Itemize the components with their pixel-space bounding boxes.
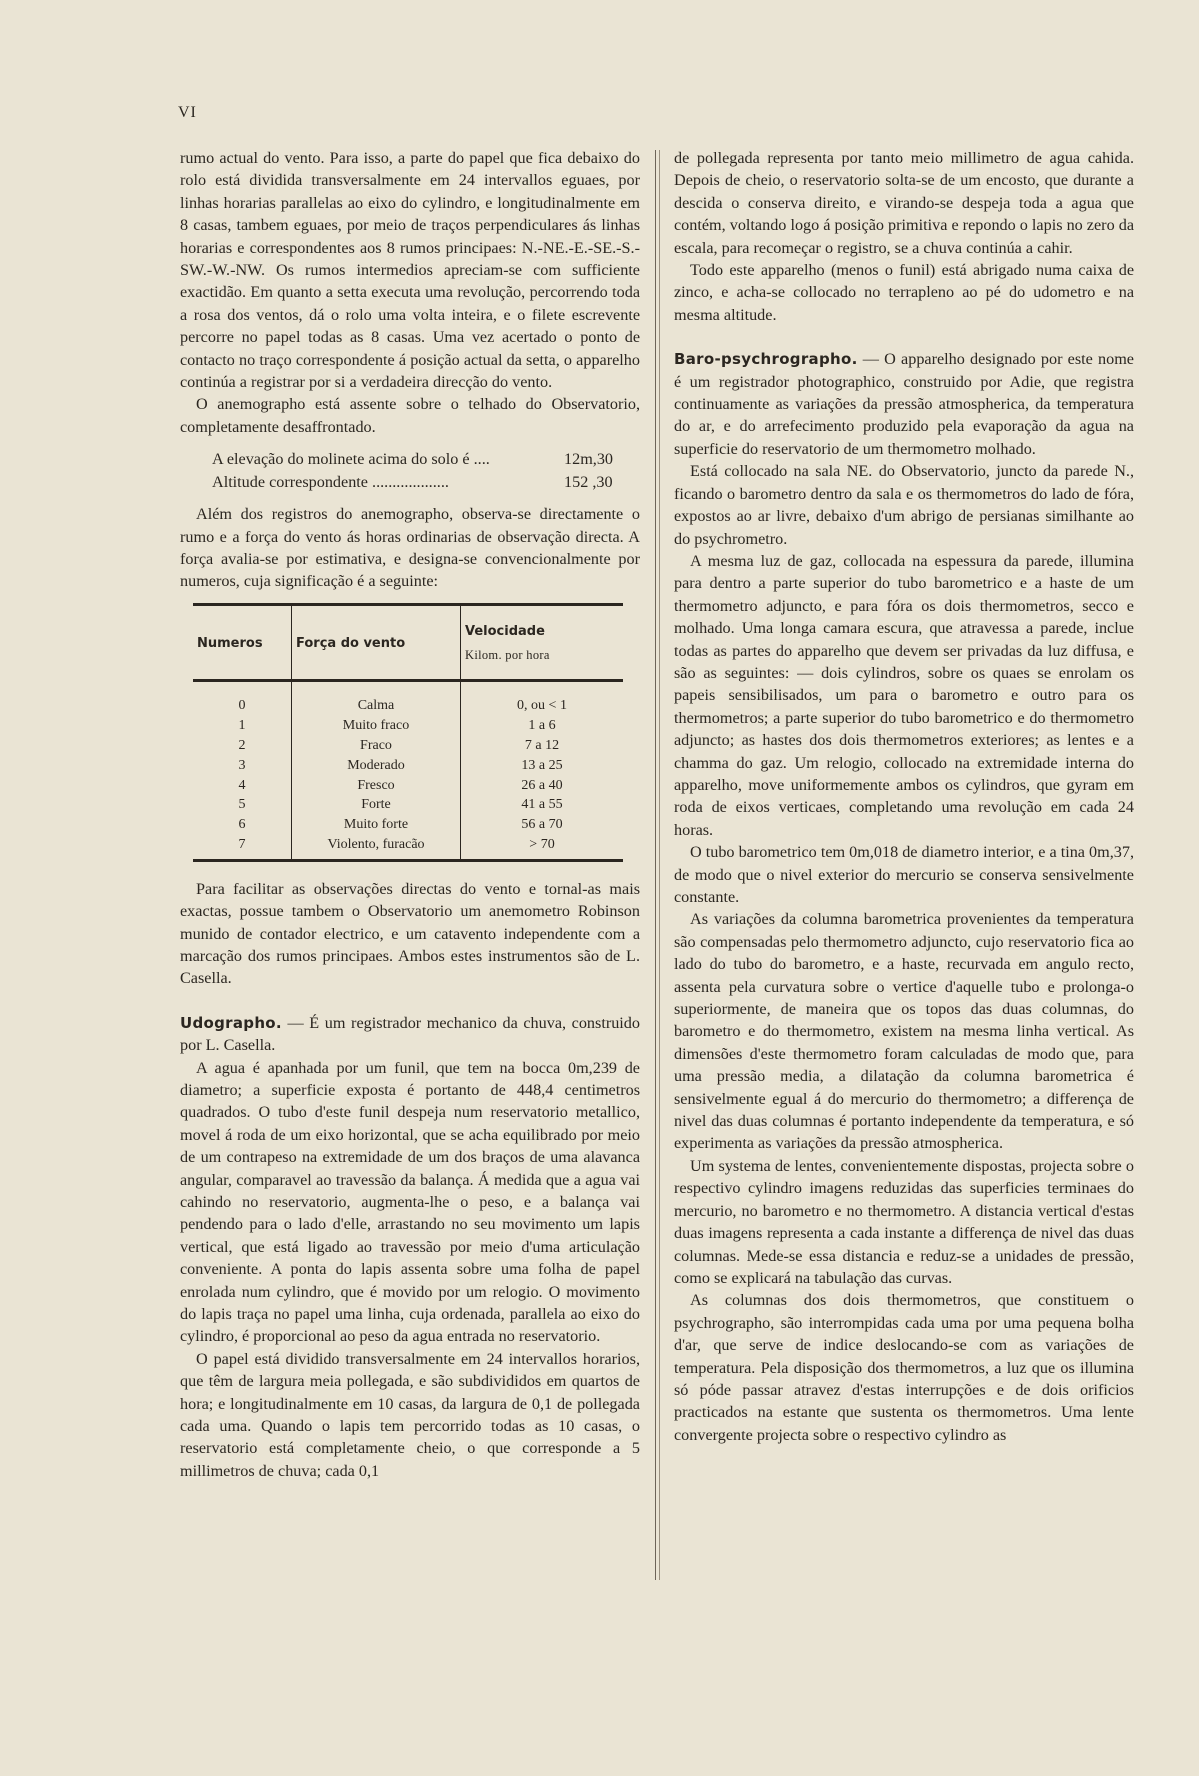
section-baro-psychrographo [674, 348, 1134, 460]
table-row [193, 835, 623, 860]
measurement-elevation [212, 448, 640, 470]
measurement-value: 152 ,30 [564, 472, 613, 491]
table-header-velocity [461, 604, 624, 681]
wind-speed-cell: 7 a 12 [524, 737, 560, 753]
wind-number-cell: 3 [238, 757, 246, 773]
paragraph: O papel está dividido transversalmente em 24 intervallos horarios, que têm de largura meia pollegada, e são subdivididos em quartos de hora; e longitudinalmente em 10 casas, da largura de 0,1 de pollegada cada uma. Quando o lapis tem percorrido todas as 10 casas, o reservatorio está completamente cheio, o que corresponde a 5 millimetros de chuva; cada 0,1 [180, 1349, 640, 1480]
table-row [193, 756, 623, 776]
table-row [193, 776, 623, 796]
wind-number-cell: 0 [238, 698, 246, 714]
paragraph: Além dos registros do anemographo, observa-se directamente o rumo e a força do vento ás horas ordinarias de observação directa. A força avalia-se por estimativa, e designa-se convencionalmente por numeros, cuja significação é a seguinte: [180, 505, 640, 591]
wind-force-cell: Muito fraco [292, 716, 461, 736]
paragraph: Todo este apparelho (menos o funil) está abrigado numa caixa de zinco, e acha-se collocado no terrapleno ao pé do udometro e na mesma altitude. [674, 261, 1134, 324]
table-row [193, 736, 623, 756]
velocity-unit-label: Kilom. por hora [465, 647, 550, 662]
paragraph: O tubo barometrico tem 0m,018 de diametro interior, e a tina 0m,37, de modo que o nivel exterior do mercurio se conserva sensivelmente constante. [674, 843, 1134, 906]
section-heading: Baro-psychrographo. [674, 350, 858, 369]
wind-force-cell: Calma [292, 681, 461, 716]
table-header-numbers: Numeros [193, 604, 292, 681]
wind-speed-cell: 13 a 25 [521, 757, 563, 773]
paragraph: A agua é apanhada por um funil, que tem na bocca 0m,239 de diametro; a superficie exposta é portanto de 448,4 centimetros quadrados. O tubo d'este funil despeja num reservatorio metallico, movel á roda de um eixo horizontal, que se acha equilibrado por meio de um contrapeso na extremidade de um dos braços de uma alavanca angular, comparavel ao travessão da balança. Á medida que a agua vai cahindo no reservatorio, augmenta-lhe o peso, e a balança vai pendendo para o lado d'elle, arrastando no seu movimento um lapis vertical, que está ligado ao travessão por meio d'uma articulação conveniente. A ponta do lapis assenta sobre uma folha de papel enrolada num cylindro, que é movido por um relogio. O movimento do lapis traça no papel uma linha, cuja ordenada, parallela ao eixo do cylindro, é proporcional ao peso da agua entrada no reservatorio. [180, 1058, 640, 1346]
measurement-altitude [212, 471, 640, 493]
wind-speed-cell: 26 a 40 [521, 777, 563, 793]
wind-force-cell: Fraco [292, 736, 461, 756]
wind-force-table [193, 603, 623, 862]
wind-number-cell: 5 [238, 797, 246, 813]
wind-number-cell: 6 [238, 817, 246, 833]
table-row [193, 681, 623, 716]
table-row [193, 795, 623, 815]
velocity-header-label: Velocidade [465, 623, 545, 639]
section-intro: — É um registrador mechanico da chuva, construido por L. Casella. [180, 1013, 640, 1055]
measurement-value: 12m,30 [564, 450, 614, 469]
paragraph: de pollegada representa por tanto meio millimetro de agua cahida. Depois de cheio, o reservatorio solta-se de um encosto, que durante a descida o conserva direito, e virando-se despeja toda a agua que contém, voltando logo á posição primitiva e repondo o lapis no zero da escala, para recomeçar o registro, se a chuva continúa a cahir. [674, 149, 1134, 257]
paragraph: O anemographo está assente sobre o telhado do Observatorio, completamente desaffrontado. [180, 395, 640, 436]
section-udographo [180, 1012, 640, 1057]
wind-number-cell: 2 [238, 737, 246, 753]
wind-force-cell: Moderado [292, 756, 461, 776]
wind-force-cell: Muito forte [292, 815, 461, 835]
paragraph: rumo actual do vento. Para isso, a parte do papel que fica debaixo do rolo está dividida transversalmente em 24 intervallos eguaes, por linhas horarias parallelas ao eixo do cylindro, e longitudinalmente em 8 casas, tambem eguaes, por meio de traços perpendiculares ás linhas horarias e correspondentes aos 8 rumos principaes: N.-NE.-E.-SE.-S.-SW.-W.-NW. Os rumos intermedios apreciam-se com sufficiente exactidão. Em quanto a setta executa uma revolução, percorrendo toda a rosa dos ventos, dá o rolo uma volta inteira, e o filete escrevente percorre no papel todas as 8 casas. Uma vez acertado o ponto de contacto no traço correspondente á posição actual da setta, o apparelho continúa a registrar por si a verdadeira direcção do vento. [180, 149, 640, 392]
paragraph: Um systema de lentes, convenientemente dispostas, projecta sobre o respectivo cylindro imagens reduzidas das superficies terminaes do mercurio, no barometro e no thermometro. A distancia vertical d'estas duas imagens representa a cada instante a differença de nivel das duas columnas. Mede-se essa distancia e reduz-se a unidades de pressão, como se explicará na tabulação das curvas. [674, 1156, 1134, 1287]
paragraph: As variações da columna barometrica provenientes da temperatura são compensadas pelo thermometro adjuncto, cujo reservatorio fica ao lado do tubo do barometro, e a haste, recurvada em angulo recto, assenta pela curvatura sobre o vertice d'aquelle tubo e prolonga-o superiormente, de maneira que os topos das duas columnas, do barometro e do thermometro, existem na mesma linha vertical. As dimensões d'este thermometro foram calculadas de modo que, para uma pressão media, a dilatação da columna barometrica é sensivelmente egual á do mercurio do thermometro; a differença de nivel das duas columnas é portanto independente da temperatura, e só experimenta as variações da pressão atmospherica. [674, 910, 1134, 1153]
wind-speed-cell: > 70 [461, 835, 624, 860]
paragraph: A mesma luz de gaz, collocada na espessura da parede, illumina para dentro a parte superior do tubo barometrico e a haste de um thermometro adjuncto, e para fóra os dois thermometros, secco e molhado. Uma longa camara escura, que atravessa a parede, inclue todas as partes do apparelho que devem ser privadas da luz diffusa, e são as seguintes: — dois cylindros, sobre os quaes se enrolam os papeis sensibilisados, um para o barometro e outro para os thermometros; a parte superior do tubo barometrico e do thermometro adjuncto; as hastes dos dois thermometros exteriores; as lentes e a chamma do gaz. Um relogio, collocado na extremidade interna do apparelho, move uniformemente ambos os cylindros, que gyram em roda de eixos verticaes, completando uma revolução em cada 24 horas. [674, 551, 1134, 839]
table-row [193, 815, 623, 835]
table-row [193, 716, 623, 736]
wind-speed-cell: 41 a 55 [521, 797, 563, 813]
column-divider-inner [659, 150, 660, 1580]
wind-speed-cell: 56 a 70 [521, 817, 563, 833]
wind-speed-cell: 1 a 6 [528, 718, 556, 734]
column-divider [655, 150, 656, 1580]
table-header-force: Força do vento [292, 604, 461, 681]
paragraph: As columnas dos dois thermometros, que constituem o psychrographo, são interrompidas cada uma por uma pequena bolha d'ar, que serve de indice deslocando-se com as variações de temperatura. Pela disposição dos thermometros, a luz que os illumina só póde passar atravez d'estas interrupções e de dois orificios practicados na estante que sustenta os thermometros. Uma lente convergente projecta sobre o respectivo cylindro as [674, 1291, 1134, 1444]
wind-force-cell: Fresco [292, 776, 461, 796]
paragraph: Para facilitar as observações directas do vento e tornal-as mais exactas, possue tambem o Observatorio um anemometro Robinson munido de contador electrico, e um catavento independente com a marcação dos rumos principaes. Ambos estes instrumentos são de L. Casella. [180, 879, 640, 988]
wind-number-cell: 4 [238, 777, 246, 793]
wind-force-cell: Forte [292, 795, 461, 815]
wind-number-cell: 7 [193, 835, 292, 860]
right-column [674, 147, 1134, 1446]
measurement-label: Altitude correspondente ................... [212, 472, 449, 491]
section-heading: Udographo. [180, 1013, 282, 1032]
paragraph: Está collocado na sala NE. do Observatorio, juncto da parede N., ficando o barometro dentro da sala e os thermometros do lado de fóra, expostos ao ar livre, debaixo d'um abrigo de persianas similhante ao do psychrometro. [674, 462, 1134, 548]
section-intro: — O apparelho designado por este nome é um registrador photographico, construido por Adie, que registra continuamente as variações da pressão atmospherica, da temperatura do ar, e do arrefecimento produzido pela evaporação da agua na superficie do reservatorio de um thermometro molhado. [674, 350, 1134, 458]
left-column [180, 147, 640, 1482]
measurement-label: A elevação do molinete acima do solo é .... [212, 450, 490, 469]
page-number: VI [178, 104, 197, 121]
wind-force-cell: Violento, furacão [292, 835, 461, 860]
wind-number-cell: 1 [238, 718, 246, 734]
wind-speed-cell: 0, ou < 1 [517, 698, 567, 714]
